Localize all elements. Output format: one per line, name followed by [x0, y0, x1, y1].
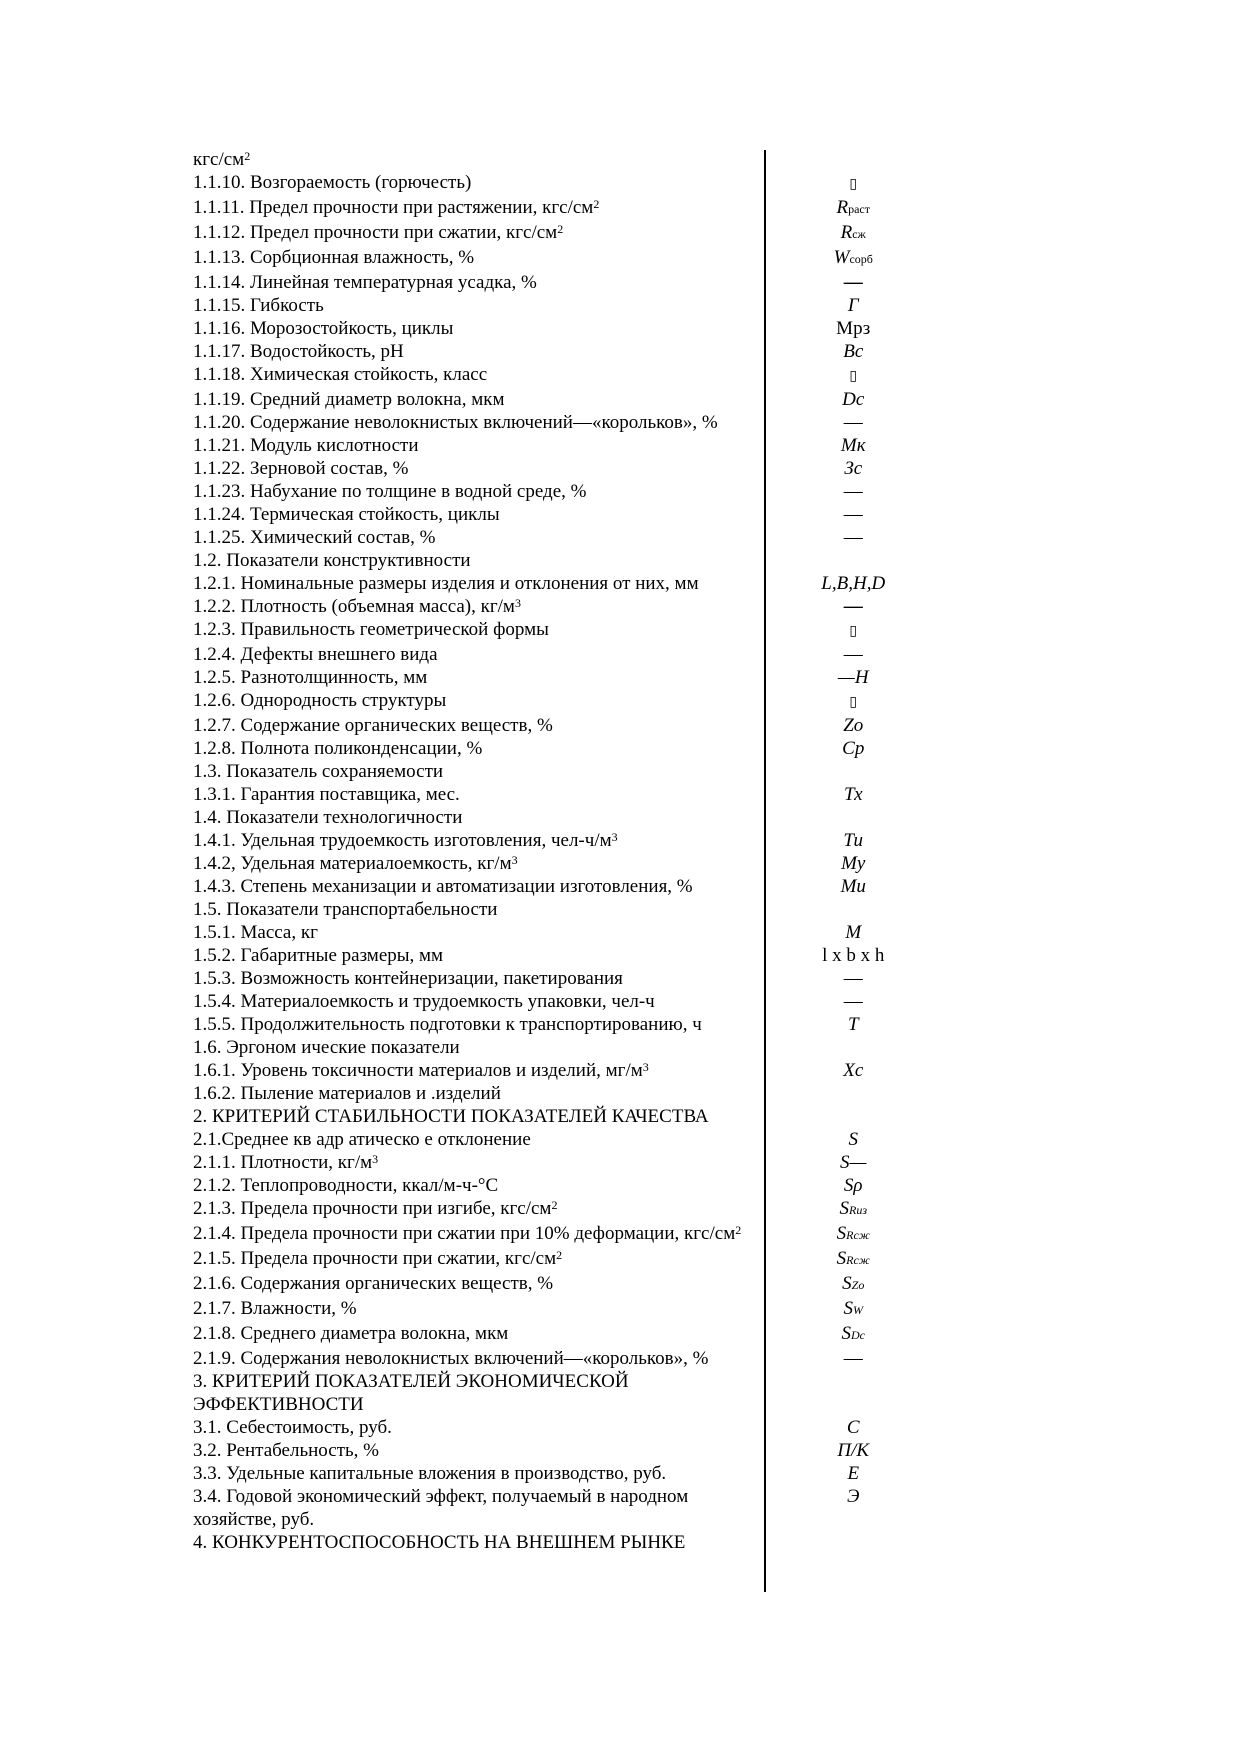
indicator-symbol	[759, 1297, 945, 1322]
indicator-label	[193, 967, 759, 990]
indicator-label	[193, 503, 759, 526]
table-row	[193, 503, 945, 526]
indicator-label	[193, 1272, 759, 1295]
indicator-symbol	[759, 271, 945, 294]
table-row	[193, 1222, 945, 1247]
indicator-label	[193, 294, 759, 317]
symbol-text: Г	[847, 295, 859, 316]
indicator-text: 1.1.13. Сорбционная влажность, %	[193, 247, 475, 268]
unit-superscript: 3	[611, 830, 618, 844]
symbol-text: Dс	[842, 389, 865, 410]
symbol-text: —	[843, 504, 863, 525]
table-row	[193, 1462, 945, 1485]
indicator-text: 1.2.4. Дефекты внешнего вида	[193, 644, 438, 665]
indicator-text: 1.4.1. Удельная трудоемкость изготовления, чел-ч/м	[193, 830, 612, 851]
indicator-text: 1.1.12. Предел прочности при сжатии, кгс/см	[193, 222, 558, 243]
symbol-text: М	[845, 922, 862, 943]
indicator-label	[193, 1222, 759, 1245]
unit-superscript: 2	[557, 222, 564, 236]
indicator-text: 1.6.1. Уровень токсичности материалов и изделий, мг/м	[193, 1060, 643, 1081]
indicator-symbol	[759, 1197, 945, 1222]
indicator-symbol	[759, 1128, 945, 1151]
table-row	[193, 221, 945, 246]
table-row	[193, 457, 945, 480]
indicator-label	[193, 1059, 759, 1082]
unit-superscript: 3	[372, 1152, 379, 1166]
symbol-text: Э	[847, 1486, 860, 1507]
indicator-symbol	[759, 714, 945, 737]
indicator-label	[193, 1370, 759, 1416]
table-row	[193, 294, 945, 317]
table-row	[193, 829, 945, 852]
indicator-symbol	[759, 526, 945, 549]
symbol-text: Zо	[843, 715, 864, 736]
indicator-symbol	[759, 944, 945, 967]
missing-glyph-icon: ▯	[849, 695, 858, 710]
missing-glyph-icon: ▯	[849, 177, 858, 192]
indicator-label	[193, 643, 759, 666]
symbol-text: —	[843, 991, 863, 1012]
indicator-label	[193, 1531, 759, 1554]
indicator-text: 1.1.22. Зерновой состав, %	[193, 458, 409, 479]
indicator-text: 2. КРИТЕРИЙ СТАБИЛЬНОСТИ ПОКАЗАТЕЛЕЙ КАЧЕСТВА	[193, 1106, 709, 1127]
table-row	[193, 572, 945, 595]
table-row	[193, 246, 945, 271]
symbol-subscript: W	[852, 1303, 863, 1317]
indicator-label	[193, 666, 759, 689]
indicator-label	[193, 1105, 759, 1128]
indicator-label	[193, 246, 759, 269]
indicator-label	[193, 760, 759, 783]
symbol-text: —	[843, 272, 863, 293]
table-row	[193, 1151, 945, 1174]
indicator-label	[193, 1322, 759, 1345]
table-row	[193, 1416, 945, 1439]
symbol-text: Хс	[843, 1060, 864, 1081]
symbol-text: S	[843, 1298, 853, 1319]
indicator-symbol	[759, 618, 945, 643]
indicator-label	[193, 921, 759, 944]
indicator-label	[193, 171, 759, 194]
table-row	[193, 666, 945, 689]
symbol-text: С	[846, 1417, 860, 1438]
table-row	[193, 271, 945, 294]
indicator-label	[193, 806, 759, 829]
indicator-text: 2.1.7. Влажности, %	[193, 1298, 357, 1319]
indicator-symbol	[759, 388, 945, 411]
table-row	[193, 689, 945, 714]
indicator-label	[193, 1197, 759, 1220]
indicator-text: 1.2.5. Разнотолщинность, мм	[193, 667, 428, 688]
unit-superscript: 2	[551, 1198, 558, 1212]
symbol-text: Ми	[840, 876, 866, 897]
table-row	[193, 1347, 945, 1370]
indicator-symbol	[759, 666, 945, 689]
symbol-text: —	[843, 596, 863, 617]
table-row	[193, 967, 945, 990]
table-row	[193, 1059, 945, 1082]
indicator-symbol	[759, 1272, 945, 1297]
indicator-symbol	[759, 967, 945, 990]
indicator-text: 1.1.19. Средний диаметр волокна, мкм	[193, 389, 505, 410]
symbol-subscript: Rсж	[846, 1253, 870, 1267]
indicator-text: 3. КРИТЕРИЙ ПОКАЗАТЕЛЕЙ ЭКОНОМИЧЕСКОЙ ЭФФЕКТИВНОСТИ	[193, 1371, 629, 1415]
table-row	[193, 171, 945, 196]
indicator-symbol	[759, 875, 945, 898]
indicator-text: 2.1.2. Теплопроводности, ккал/м-ч-°С	[193, 1175, 499, 1196]
indicator-symbol	[759, 921, 945, 944]
symbol-text: Мрз	[836, 318, 871, 339]
indicator-text: 1.5.3. Возможность контейнеризации, пакетирования	[193, 968, 623, 989]
table-row	[193, 1272, 945, 1297]
indicator-label	[193, 898, 759, 921]
symbol-text: —	[843, 527, 863, 548]
table-row	[193, 875, 945, 898]
table-row	[193, 1370, 945, 1416]
indicator-symbol	[759, 737, 945, 760]
table-row	[193, 1485, 945, 1531]
indicator-text: 3.3. Удельные капитальные вложения в производство, руб.	[193, 1463, 667, 1484]
unit-superscript: 3	[642, 1060, 649, 1074]
symbol-text: R	[840, 222, 853, 243]
table-row	[193, 363, 945, 388]
indicator-text: 2.1.8. Среднего диаметра волокна, мкм	[193, 1323, 509, 1344]
symbol-text: S—	[840, 1152, 867, 1173]
indicator-symbol	[759, 1151, 945, 1174]
symbol-text: Мк	[840, 435, 866, 456]
symbol-text: S	[848, 1129, 858, 1150]
indicator-label	[193, 411, 759, 434]
indicator-text: 1.5.5. Продолжительность подготовки к транспортированию, ч	[193, 1014, 702, 1035]
symbol-text: Sρ	[843, 1175, 863, 1196]
indicator-label	[193, 1439, 759, 1462]
indicator-label	[193, 829, 759, 852]
indicator-symbol	[759, 990, 945, 1013]
indicator-text: 2.1.1. Плотности, кг/м	[193, 1152, 373, 1173]
indicator-text: 1.1.25. Химический состав, %	[193, 527, 436, 548]
symbol-text: Му	[841, 853, 866, 874]
table-row	[193, 1128, 945, 1151]
symbol-text: —H	[837, 667, 869, 688]
indicator-label	[193, 1151, 759, 1174]
symbol-text: П/К	[837, 1440, 870, 1461]
unit-superscript: 3	[514, 596, 521, 610]
table-row	[193, 1174, 945, 1197]
indicator-text: 1.1.11. Предел прочности при растяжении, кгс/см	[193, 197, 594, 218]
indicator-label	[193, 221, 759, 244]
indicator-text: 1.1.23. Набухание по толщине в водной среде, %	[193, 481, 587, 502]
indicator-text: 1.4.3. Степень механизации и автоматизации изготовления, %	[193, 876, 693, 897]
table-row	[193, 643, 945, 666]
indicator-symbol	[759, 221, 945, 246]
symbol-text: —	[843, 481, 863, 502]
indicator-symbol	[759, 595, 945, 618]
symbol-text: S	[841, 1323, 851, 1344]
symbol-subscript: сорб	[849, 252, 873, 266]
indicator-label	[193, 990, 759, 1013]
indicator-label	[193, 1485, 759, 1531]
indicator-text: 1.1.16. Морозостойкость, циклы	[193, 318, 454, 339]
table-row	[193, 714, 945, 737]
indicator-text: 3.1. Себестоимость, руб.	[193, 1417, 392, 1438]
indicator-symbol	[759, 196, 945, 221]
indicator-text: 1.5.4. Материалоемкость и трудоемкость упаковки, чел-ч	[193, 991, 655, 1012]
indicator-label	[193, 689, 759, 712]
table-row	[193, 411, 945, 434]
indicator-symbol	[759, 1462, 945, 1485]
indicator-text: 1.4. Показатели технологичности	[193, 807, 463, 828]
indicator-symbol	[759, 317, 945, 340]
table-row	[193, 1197, 945, 1222]
indicator-symbol	[759, 1247, 945, 1272]
indicator-symbol	[759, 1485, 945, 1508]
unit-superscript: 2	[556, 1248, 563, 1262]
indicator-text: 1.2.2. Плотность (объемная масса), кг/м	[193, 596, 515, 617]
table-row	[193, 1082, 945, 1105]
symbol-text: W	[833, 247, 850, 268]
unit-superscript: 2	[244, 149, 251, 163]
indicator-label	[193, 1462, 759, 1485]
symbol-text: —	[843, 412, 863, 433]
indicator-label	[193, 363, 759, 386]
symbol-text: Вс	[843, 341, 864, 362]
table-row	[193, 760, 945, 783]
table-row	[193, 1322, 945, 1347]
indicator-label	[193, 317, 759, 340]
table-row	[193, 317, 945, 340]
indicator-symbol	[759, 294, 945, 317]
indicator-symbol	[759, 1439, 945, 1462]
symbol-text: S	[839, 1198, 849, 1219]
indicator-label	[193, 480, 759, 503]
indicator-label	[193, 388, 759, 411]
symbol-text: Зс	[844, 458, 863, 479]
indicator-text: 3.2. Рентабельность, %	[193, 1440, 380, 1461]
indicator-text: 1.2.8. Полнота поликонденсации, %	[193, 738, 483, 759]
indicator-label	[193, 434, 759, 457]
indicator-label	[193, 1416, 759, 1439]
indicator-text: 1.2.3. Правильность геометрической формы	[193, 619, 549, 640]
indicator-symbol	[759, 643, 945, 666]
symbol-subscript: Zo	[851, 1278, 865, 1292]
table-row	[193, 618, 945, 643]
indicator-label	[193, 1247, 759, 1270]
table-row	[193, 737, 945, 760]
indicator-text: кгс/см	[193, 149, 245, 170]
table-row	[193, 1531, 945, 1554]
table-row	[193, 898, 945, 921]
table-row	[193, 1105, 945, 1128]
indicator-label	[193, 549, 759, 572]
indicator-text: 1.4.2, Удельная материалоемкость, кг/м	[193, 853, 512, 874]
symbol-text: Ти	[843, 830, 864, 851]
indicator-symbol	[759, 411, 945, 434]
indicator-text: 1.2.7. Содержание органических веществ, %	[193, 715, 553, 736]
indicator-symbol	[759, 852, 945, 875]
indicator-symbol	[759, 1013, 945, 1036]
indicator-text: 1.1.15. Гибкость	[193, 295, 324, 316]
missing-glyph-icon: ▯	[849, 624, 858, 639]
indicator-label	[193, 1174, 759, 1197]
indicator-text: 4. КОНКУРЕНТОСПОСОБНОСТЬ НА ВНЕШНЕМ РЫНКЕ	[193, 1532, 686, 1553]
symbol-subscript: Dc	[850, 1328, 865, 1342]
table-row	[193, 1247, 945, 1272]
indicator-symbol	[759, 457, 945, 480]
indicator-label	[193, 1128, 759, 1151]
indicator-text: 1.1.14. Линейная температурная усадка, %	[193, 272, 537, 293]
table-row	[193, 196, 945, 221]
indicator-label	[193, 526, 759, 549]
symbol-text: l х b х h	[822, 945, 885, 966]
indicator-text: 2.1.9. Содержания неволокнистых включений—«корольков», %	[193, 1348, 709, 1369]
missing-glyph-icon: ▯	[849, 369, 858, 384]
indicator-text: 2.1.6. Содержания органических веществ, %	[193, 1273, 554, 1294]
indicator-symbol	[759, 1416, 945, 1439]
unit-superscript: 2	[593, 197, 600, 211]
table-row	[193, 944, 945, 967]
indicator-text: 1.5.2. Габаритные размеры, мм	[193, 945, 444, 966]
indicator-text: 1.3.1. Гарантия поставщика, мес.	[193, 784, 460, 805]
table-row	[193, 434, 945, 457]
indicator-text: 2.1.Среднее кв адр атическо е отклонение	[193, 1129, 531, 1150]
table-row	[193, 1013, 945, 1036]
indicator-text: 1.5.1. Масса, кг	[193, 922, 318, 943]
indicator-text: 1.1.20. Содержание неволокнистых включений—«корольков», %	[193, 412, 718, 433]
indicator-label	[193, 457, 759, 480]
table-row	[193, 340, 945, 363]
table-row	[193, 526, 945, 549]
indicator-text: 1.1.21. Модуль кислотности	[193, 435, 419, 456]
indicator-label	[193, 148, 759, 171]
table-row	[193, 1439, 945, 1462]
indicator-symbol	[759, 246, 945, 271]
symbol-text: S	[842, 1273, 852, 1294]
symbol-text: —	[843, 1348, 863, 1369]
indicator-text: 1.5. Показатели транспортабельности	[193, 899, 498, 920]
indicator-label	[193, 1347, 759, 1370]
table-row	[193, 806, 945, 829]
indicator-label	[193, 572, 759, 595]
symbol-text: Тх	[843, 784, 863, 805]
table-row	[193, 1297, 945, 1322]
symbol-text: —	[843, 644, 863, 665]
indicator-label	[193, 1082, 759, 1105]
indicator-label	[193, 618, 759, 641]
table-row	[193, 921, 945, 944]
symbol-subscript: раст	[848, 202, 870, 216]
indicator-label	[193, 944, 759, 967]
indicator-symbol	[759, 1059, 945, 1082]
indicator-label	[193, 737, 759, 760]
indicator-text: 1.1.24. Термическая стойкость, циклы	[193, 504, 500, 525]
indicator-label	[193, 852, 759, 875]
indicator-text: 2.1.3. Предела прочности при изгибе, кгс/см	[193, 1198, 552, 1219]
table-row	[193, 388, 945, 411]
indicator-label	[193, 783, 759, 806]
indicator-symbol	[759, 1222, 945, 1247]
symbol-subscript: Rсж	[846, 1228, 870, 1242]
unit-superscript: 3	[511, 853, 518, 867]
indicator-symbol	[759, 1347, 945, 1370]
symbol-text: S	[836, 1248, 847, 1269]
indicator-label	[193, 1013, 759, 1036]
indicator-text: 2.1.4. Предела прочности при сжатии при 10% деформации, кгс/см	[193, 1223, 736, 1244]
indicator-text: 1.6.2. Пыление материалов и .изделий	[193, 1083, 501, 1104]
indicator-symbol	[759, 171, 945, 196]
indicator-symbol	[759, 480, 945, 503]
indicator-symbol	[759, 1174, 945, 1197]
symbol-text: Т	[847, 1014, 859, 1035]
indicator-text: 1.1.10. Возгораемость (горючесть)	[193, 172, 472, 193]
indicator-text: 1.2.1. Номинальные размеры изделия и отклонения от них, мм	[193, 573, 699, 594]
table-row	[193, 1036, 945, 1059]
indicator-symbol	[759, 783, 945, 806]
indicator-symbol	[759, 340, 945, 363]
symbol-text: Ср	[842, 738, 865, 759]
indicator-symbol	[759, 434, 945, 457]
indicator-label	[193, 340, 759, 363]
indicator-text: 1.1.17. Водостойкость, рН	[193, 341, 404, 362]
indicator-label	[193, 875, 759, 898]
symbol-text: —	[843, 968, 863, 989]
unit-superscript: 2	[735, 1223, 742, 1237]
symbol-text: S	[836, 1223, 847, 1244]
indicator-table	[193, 148, 945, 1554]
indicator-symbol	[759, 572, 945, 595]
indicator-text: 1.6. Эргоном ические показатели	[193, 1037, 460, 1058]
symbol-text: L,B,H,D	[821, 573, 886, 594]
symbol-text: Е	[847, 1463, 860, 1484]
symbol-text: R	[836, 197, 849, 218]
table-row	[193, 480, 945, 503]
table-row	[193, 595, 945, 618]
table-row	[193, 990, 945, 1013]
indicator-text: 1.1.18. Химическая стойкость, класс	[193, 364, 488, 385]
indicator-label	[193, 714, 759, 737]
indicator-label	[193, 196, 759, 219]
indicator-symbol	[759, 829, 945, 852]
table-row	[193, 783, 945, 806]
table-row	[193, 852, 945, 875]
indicator-label	[193, 595, 759, 618]
indicator-text: 1.2. Показатели конструктивности	[193, 550, 471, 571]
indicator-text: 1.2.6. Однородность структуры	[193, 690, 447, 711]
indicator-label	[193, 1036, 759, 1059]
table-row	[193, 549, 945, 572]
indicator-text: 3.4. Годовой экономический эффект, получаемый в народном хозяйстве, руб.	[193, 1486, 689, 1530]
indicator-symbol	[759, 503, 945, 526]
symbol-subscript: сж	[852, 227, 866, 241]
indicator-symbol	[759, 1322, 945, 1347]
indicator-text: 2.1.5. Предела прочности при сжатии, кгс/см	[193, 1248, 557, 1269]
indicator-symbol	[759, 689, 945, 714]
indicator-label	[193, 271, 759, 294]
indicator-label	[193, 1297, 759, 1320]
symbol-subscript: Rиз	[848, 1203, 867, 1217]
table-row	[193, 148, 945, 171]
indicator-symbol	[759, 363, 945, 388]
indicator-text: 1.3. Показатель сохраняемости	[193, 761, 444, 782]
